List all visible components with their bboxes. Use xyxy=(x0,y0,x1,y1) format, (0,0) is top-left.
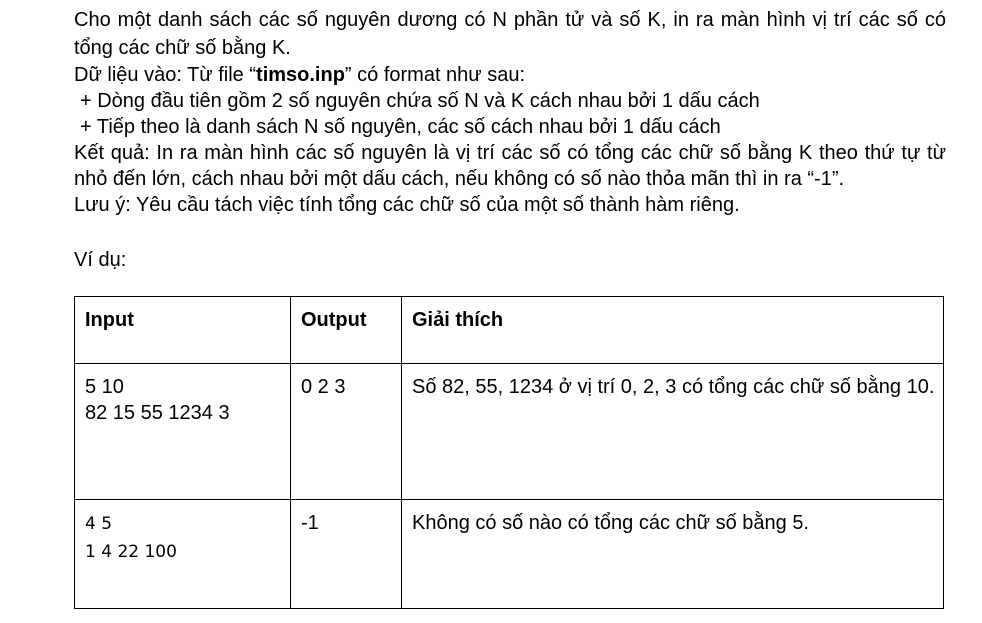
input-line: 1 4 22 100 xyxy=(85,542,177,562)
input-format-paragraph xyxy=(74,62,946,88)
intro-paragraph: Cho một danh sách các số nguyên dương có N phần tử và số K, in ra màn hình vị trí các số có tổng các chữ số bằng K. xyxy=(74,9,946,59)
cell-explanation: Không có số nào có tổng các chữ số bằng 5. xyxy=(402,500,944,609)
table-row xyxy=(75,500,944,609)
input-line: 5 10 xyxy=(85,376,124,398)
input-file-name: timso.inp xyxy=(256,64,345,86)
format-bullet-2: + Tiếp theo là danh sách N số nguyên, các số cách nhau bởi 1 dấu cách xyxy=(80,116,721,138)
paragraph-spacer xyxy=(74,218,946,246)
input-format-suffix: ” có format như sau: xyxy=(344,64,526,86)
table-row xyxy=(75,364,944,500)
input-line: 82 15 55 1234 3 xyxy=(85,402,230,424)
example-label: Ví dụ: xyxy=(74,249,127,271)
input-format-prefix: Dữ liệu vào: Từ file “ xyxy=(74,64,257,86)
format-bullet-1: + Dòng đầu tiên gồm 2 số nguyên chứa số N và K cách nhau bởi 1 dấu cách xyxy=(80,90,760,112)
cell-output: 0 2 3 xyxy=(291,364,402,500)
cell-input xyxy=(75,500,291,609)
input-line: 4 5 xyxy=(85,514,113,534)
example-table xyxy=(74,296,944,609)
header-explanation: Giải thích xyxy=(402,297,944,364)
header-output: Output xyxy=(291,297,402,364)
cell-explanation: Số 82, 55, 1234 ở vị trí 0, 2, 3 có tổng các chữ số bằng 10. xyxy=(402,364,944,500)
result-paragraph: Kết quả: In ra màn hình các số nguyên là vị trí các số có tổng các chữ số bằng K theo thứ tự từ nhỏ đến lớn, cách nhau bởi một dấu cách, nếu không có số nào thỏa mãn thì in ra “-1”. xyxy=(74,142,946,190)
problem-statement xyxy=(74,6,946,272)
cell-input xyxy=(75,364,291,500)
header-input: Input xyxy=(75,297,291,364)
note-paragraph: Lưu ý: Yêu cầu tách việc tính tổng các chữ số của một số thành hàm riêng. xyxy=(74,194,740,216)
cell-output: -1 xyxy=(291,500,402,609)
table-header-row xyxy=(75,297,944,364)
